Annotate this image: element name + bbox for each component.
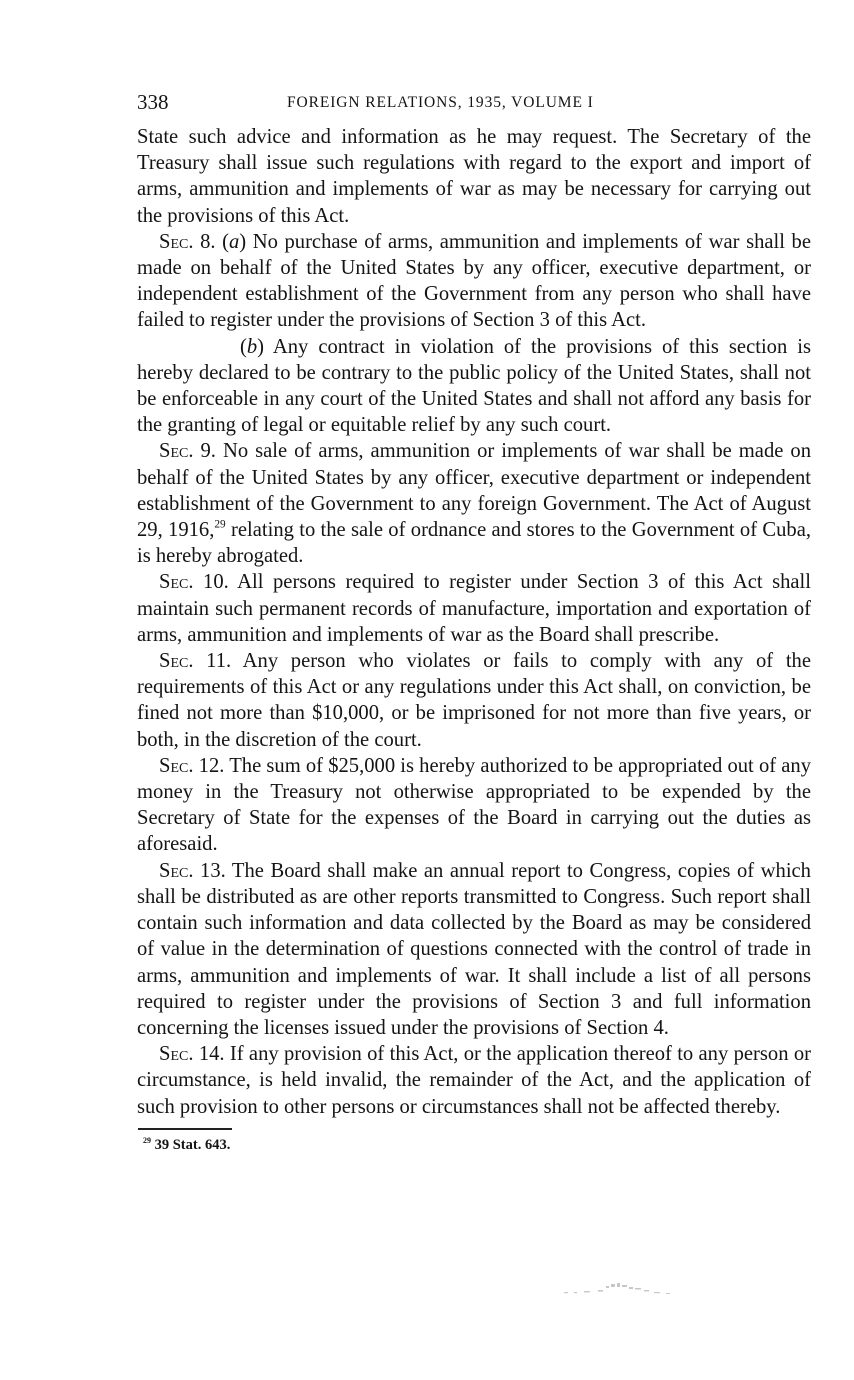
section-8-b-paragraph: (b) Any contract in violation of the provisions of this section is hereby declared to be contrary to the public policy of the United States, shall not be enforceable in any court of the United States and shall not afford any basis for the granting of legal or equitable relief by any such court.: [137, 335, 811, 437]
subsection-letter: b: [246, 335, 258, 358]
paragraph-text: All persons required to register under Section 3 of this Act shall maintain such permanent records of manufacture, importation and exportation of arms, ammunition and implements of war as the Board shall prescribe.: [137, 571, 811, 646]
subsection-letter: a: [228, 230, 240, 253]
scan-smudge: [562, 1278, 680, 1298]
section-10-paragraph: [137, 569, 811, 648]
footnote-marker: 29: [143, 1135, 151, 1145]
running-head: [137, 88, 811, 124]
section-label: Sec. 8.: [159, 230, 216, 253]
paragraph-text: The Board shall make an annual report to Congress, copies of which shall be distributed as are other reports transmitted to Congress. Such report shall contain such information and data collected by the Board as may be considered of value in the determination of questions connected with the control of trade in arms, ammunition and implements of war. It shall include a list of all persons required to register under the provisions of Section 3 and full information concerning the licenses issued under the provisions of Section 4.: [137, 859, 811, 1039]
section-label: Sec. 14.: [159, 1043, 225, 1066]
footnote: [143, 1135, 811, 1155]
section-label: Sec. 12.: [159, 754, 225, 777]
body-text: [137, 124, 811, 1120]
paragraph-text: ) No purchase of arms, ammunition and implements of war shall be made on behalf of the United States by any officer, executive department, or independent establishment of the Government from any person who shall have failed to register under the provisions of Section 3 of this Act.: [137, 230, 811, 332]
paragraph-continuation: [137, 124, 811, 229]
running-title: FOREIGN RELATIONS, 1935, VOLUME I: [287, 94, 594, 111]
document-page: [137, 88, 811, 1155]
page-number: 338: [137, 90, 169, 114]
section-8-paragraph: Sec. 8. (a) No purchase of arms, ammunition and implements of war shall be made on behalf of the United States by any officer, executive department, or independent establishment of the Government from any person who shall have failed to register under the provisions of Section 3 of this Act.: [137, 230, 811, 332]
section-12-paragraph: [137, 753, 811, 858]
paragraph-text: ) Any contract in violation of the provisions of this section is hereby declared to be contrary to the public policy of the United States, shall not be enforceable in any court of the United States and shall not afford any basis for the granting of legal or equitable relief by any such court.: [137, 335, 811, 437]
section-label: Sec. 10.: [159, 571, 229, 594]
section-9-paragraph: [137, 438, 811, 569]
paragraph-text: State such advice and information as he may request. The Secretary of the Treasury shall issue such regulations with regard to the export and import of arms, ammunition and implements of war as may be necessary for carrying out the provisions of this Act.: [137, 126, 811, 227]
paragraph-text: Any person who violates or fails to comply with any of the requirements of this Act or any regulations under this Act shall, on conviction, be fined not more than $10,000, or be imprisoned for not more than five years, or both, in the discretion of the court.: [137, 650, 811, 751]
section-14-paragraph: [137, 1041, 811, 1120]
paragraph-text: The sum of $25,000 is hereby authorized to be appropriated out of any money in the Treasury not otherwise appropriated to be expended by the Secretary of State for the expenses of the Board in carrying out the duties as aforesaid.: [137, 754, 811, 856]
footnote-divider: [138, 1128, 232, 1130]
footnote-reference: 29: [214, 518, 226, 531]
section-label: Sec. 13.: [159, 859, 226, 882]
paragraph-text: No sale of arms, ammunition or implements of war shall be made on behalf of the United States by any officer, executive department or independent establishment of the Government to any foreign Government. The Act of August 29, 1916,: [137, 440, 811, 542]
paragraph-text: If any provision of this Act, or the application thereof to any person or circumstance, is held invalid, the remainder of the Act, and the application of such provision to other persons or circumstances shall not be affected thereby.: [137, 1043, 811, 1118]
section-label: Sec. 9.: [159, 440, 216, 463]
paragraph-text: relating to the sale of ordnance and stores to the Government of Cuba, is hereby abrogated.: [137, 519, 812, 568]
section-11-paragraph: [137, 648, 811, 753]
section-13-paragraph: [137, 858, 811, 1041]
section-label: Sec. 11.: [159, 650, 232, 673]
footnote-text: 39 Stat. 643.: [150, 1136, 231, 1153]
